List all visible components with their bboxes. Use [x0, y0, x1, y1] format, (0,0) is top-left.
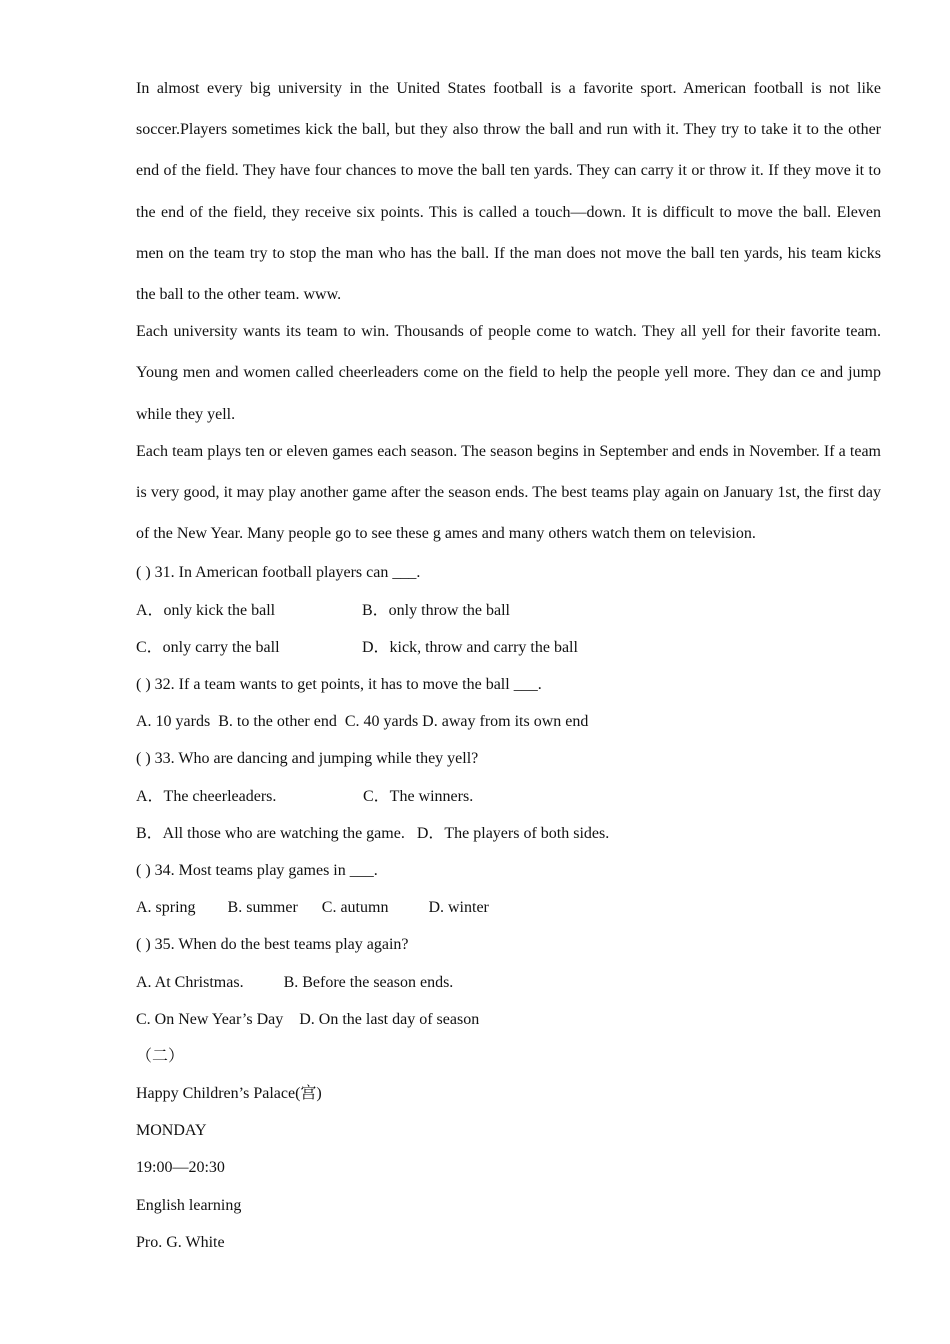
passage-paragraph-3: Each team plays ten or eleven games each season. The season begins in September and ends in November. If a team is very good, it may play another game after the season ends. The best teams play again on January 1st, the first day of the New Year. Many people go to see these g ames and many others watch them on television. — [136, 442, 881, 543]
section-heading: （二） — [136, 1047, 185, 1065]
question-34 — [136, 852, 881, 926]
options-row: A. 10 yards B. to the other end C. 40 yards D. away from its own end — [136, 713, 589, 731]
options-row: A. At Christmas. B. Before the season ends. — [136, 973, 454, 991]
option-b: B．only throw the ball — [362, 601, 510, 619]
options-row — [136, 629, 881, 666]
option-c: C．The winners. — [363, 787, 474, 805]
option-d: D．kick, throw and carry the ball — [362, 638, 578, 656]
schedule-teacher: Pro. G. White — [136, 1233, 225, 1251]
question-stem: ( ) 31. In American football players can ___. — [136, 564, 421, 582]
section-two — [136, 1038, 881, 1261]
question-31 — [136, 554, 881, 666]
schedule-course: English learning — [136, 1196, 242, 1214]
option-a: A．only kick the ball — [136, 601, 276, 619]
document-page — [136, 68, 881, 1261]
options-row: B．All those who are watching the game. D．The players of both sides. — [136, 824, 610, 842]
question-32 — [136, 666, 881, 740]
question-stem: ( ) 34. Most teams play games in ___. — [136, 861, 378, 879]
question-stem: ( ) 35. When do the best teams play again? — [136, 936, 409, 954]
palace-title: Happy Children’s Palace(宫) — [136, 1085, 322, 1103]
schedule-day: MONDAY — [136, 1122, 207, 1140]
options-row: C. On New Year’s Day D. On the last day of season — [136, 1010, 480, 1028]
options-row: A. spring B. summer C. autumn D. winter — [136, 899, 489, 917]
option-c: C．only carry the ball — [136, 638, 280, 656]
schedule-time: 19:00—20:30 — [136, 1159, 225, 1177]
question-33 — [136, 740, 881, 852]
passage-paragraph-1: In almost every big university in the United States football is a favorite sport. American football is not like soccer.Players sometimes kick the ball, but they also throw the ball and run with it. They try to take it to the other end of the field. They have four chances to move the ball ten yards. They can carry it or throw it. If they move it to the end of the field, they receive six points. This is called a touch—down. It is difficult to move the ball. Eleven men on the team try to stop the man who has the ball. If the man does not move the ball ten yards, his team kicks the ball to the other team. www. — [136, 80, 881, 304]
question-stem: ( ) 33. Who are dancing and jumping while they yell? — [136, 750, 479, 768]
question-35 — [136, 926, 881, 1038]
question-stem: ( ) 32. If a team wants to get points, it has to move the ball ___. — [136, 676, 542, 693]
options-row — [136, 592, 881, 629]
passage-paragraph-2: Each university wants its team to win. Thousands of people come to watch. They all yell for their favorite team. Young men and women called cheerleaders come on the field to help the people yell more. They dan ce and jump while they yell. — [136, 323, 881, 423]
option-a: A．The cheerleaders. — [136, 787, 277, 805]
options-row — [136, 778, 881, 815]
